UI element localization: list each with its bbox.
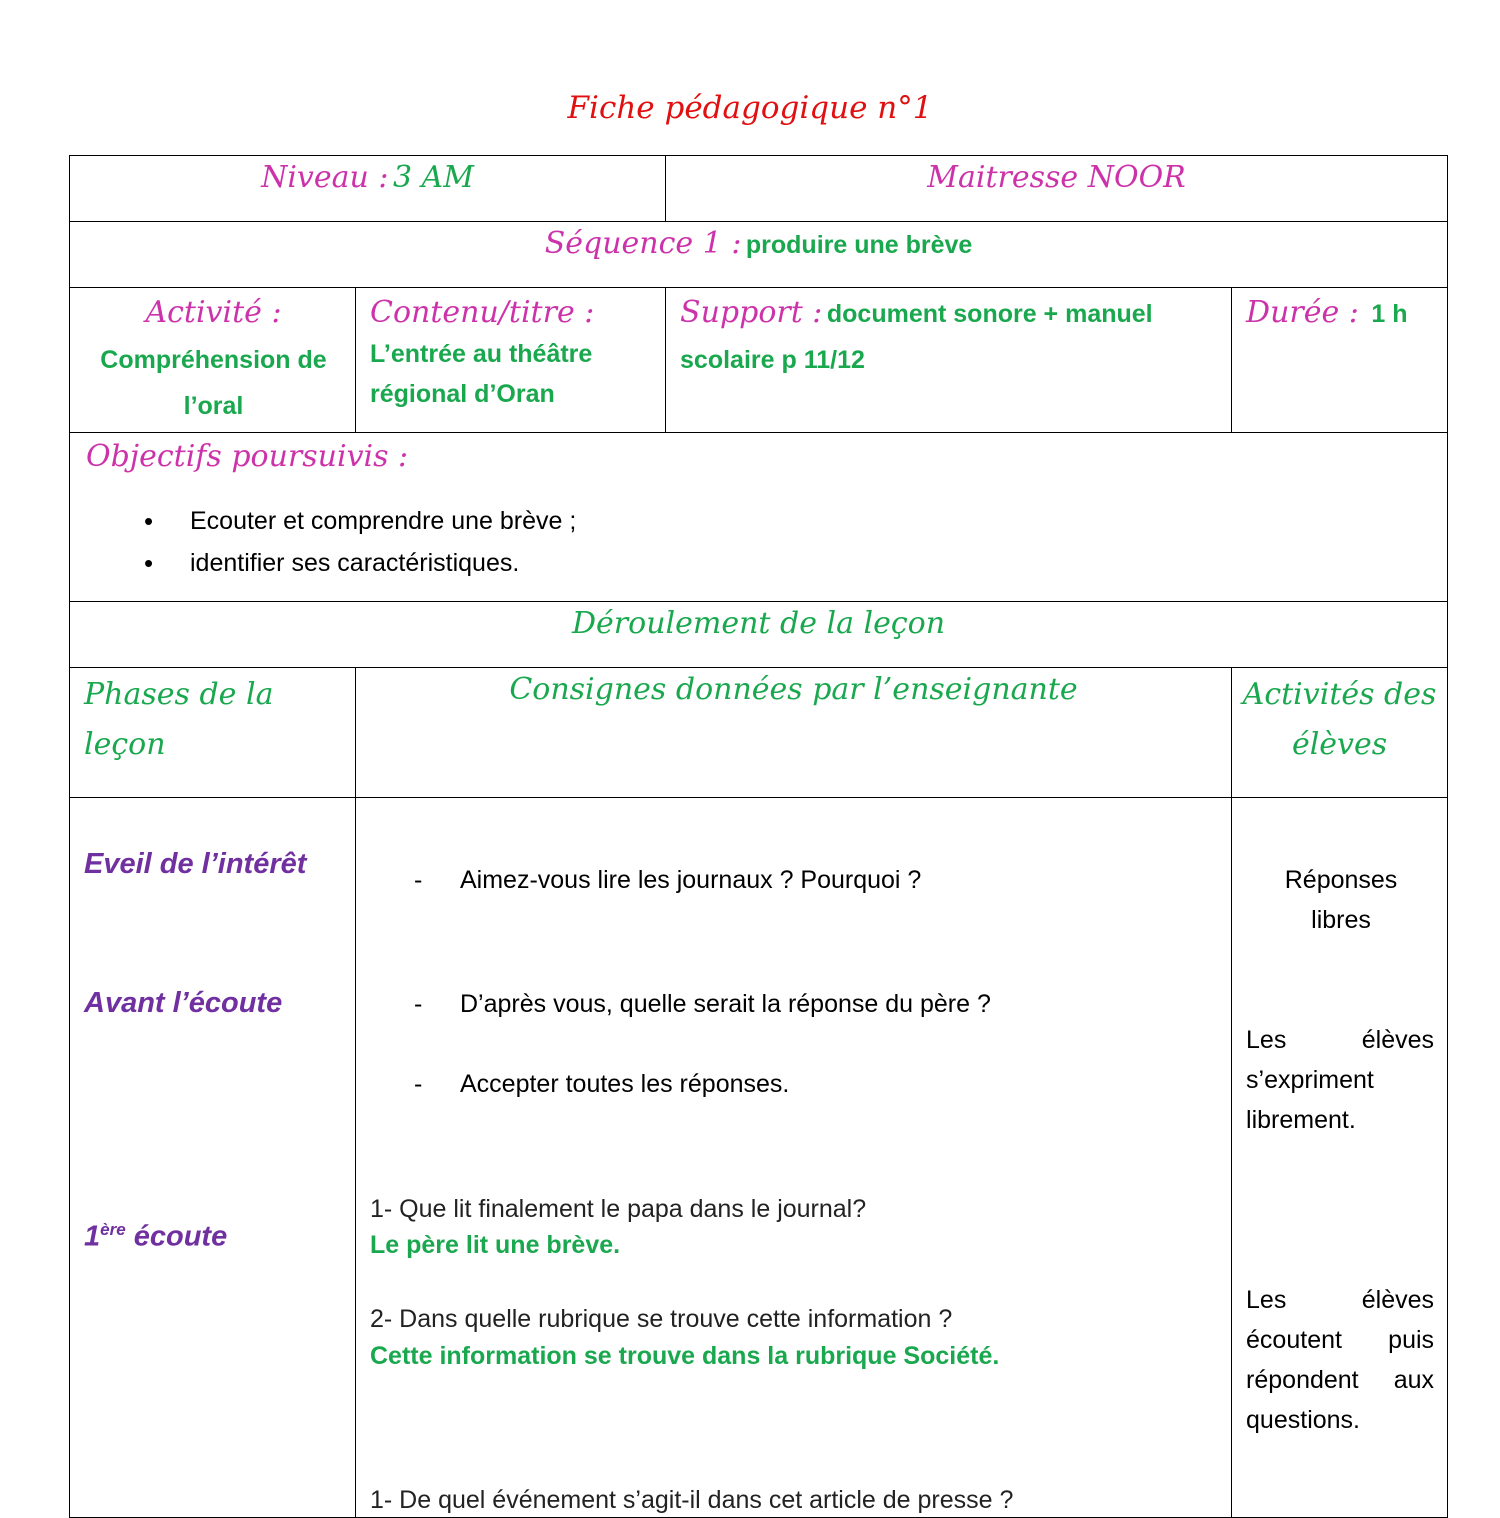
- consigne-accepter: - Accepter toutes les réponses.: [414, 1070, 790, 1098]
- activites-cell: [1232, 798, 1448, 1518]
- lesson-plan-table: [69, 155, 1448, 1518]
- activite-ecoutent: Les élèves écoutent puis répondent aux questions.: [1246, 1286, 1435, 1434]
- activite-label: Activité :: [145, 295, 282, 330]
- niveau-value: 3 AM: [392, 160, 474, 195]
- question-2: 2- Dans quelle rubrique se trouve cette information ?: [370, 1305, 953, 1333]
- answer-1: Le père lit une brève.: [370, 1231, 621, 1259]
- consigne-reponse-pere: - D’après vous, quelle serait la réponse du père ?: [414, 990, 991, 1018]
- deroulement-cell: [70, 602, 1448, 668]
- duree-label: Durée :: [1246, 295, 1359, 330]
- question-3: 1- De quel événement s’agit-il dans cet article de presse ?: [370, 1486, 1014, 1514]
- support-value: document sonore + manuel scolaire p 11/12: [680, 300, 1153, 374]
- niveau-cell: [70, 156, 666, 222]
- contenu-cell: [356, 288, 666, 433]
- consignes-cell: [356, 798, 1232, 1518]
- list-item: • Ecouter et comprendre une brève ;: [86, 500, 1433, 542]
- question-1: 1- Que lit finalement le papa dans le journal?: [370, 1195, 867, 1223]
- answer-2: Cette information se trouve dans la rubrique Société.: [370, 1342, 1000, 1370]
- sequence-cell: [70, 222, 1448, 288]
- duree-value: 1 h: [1371, 300, 1408, 328]
- objectifs-list: [86, 500, 1433, 584]
- objectifs-label: Objectifs poursuivis :: [86, 439, 409, 474]
- col-header-phases: Phases de la leçon: [70, 668, 356, 798]
- activite-reponses: Réponses libres: [1284, 866, 1398, 934]
- support-label: Support :: [680, 295, 823, 330]
- teacher-cell: [666, 156, 1448, 222]
- contenu-value: L’entrée au théâtre régional d’Oran: [370, 340, 593, 408]
- deroulement-title: Déroulement de la leçon: [572, 606, 946, 641]
- col-header-activites: Activités des élèves: [1232, 668, 1448, 798]
- phases-cell: [70, 798, 356, 1518]
- col-header-consignes: Consignes données par l’enseignante: [356, 668, 1232, 798]
- phase-avant-ecoute: Avant l’écoute: [84, 987, 283, 1019]
- list-item: • identifier ses caractéristiques.: [86, 542, 1433, 584]
- page-title: Fiche pédagogique n°1: [567, 90, 933, 126]
- sequence-label: Séquence 1 :: [544, 226, 742, 261]
- phase-eveil: Eveil de l’intérêt: [84, 848, 307, 880]
- activite-expriment: Les élèves s’expriment librement.: [1246, 1026, 1435, 1134]
- teacher-name: Maitresse NOOR: [927, 160, 1186, 195]
- contenu-label: Contenu/titre :: [370, 295, 595, 330]
- sequence-value: produire une brève: [745, 231, 973, 259]
- objectifs-cell: [70, 433, 1448, 602]
- activite-value: Compréhension de l’oral: [100, 346, 327, 420]
- duree-cell: [1232, 288, 1448, 433]
- niveau-label: Niveau :: [261, 160, 389, 195]
- phase-premiere-ecoute: 1ère écoute: [84, 1220, 228, 1253]
- consigne-journaux: - Aimez-vous lire les journaux ? Pourquoi ?: [414, 866, 922, 894]
- support-cell: [666, 288, 1232, 433]
- activite-cell: [70, 288, 356, 433]
